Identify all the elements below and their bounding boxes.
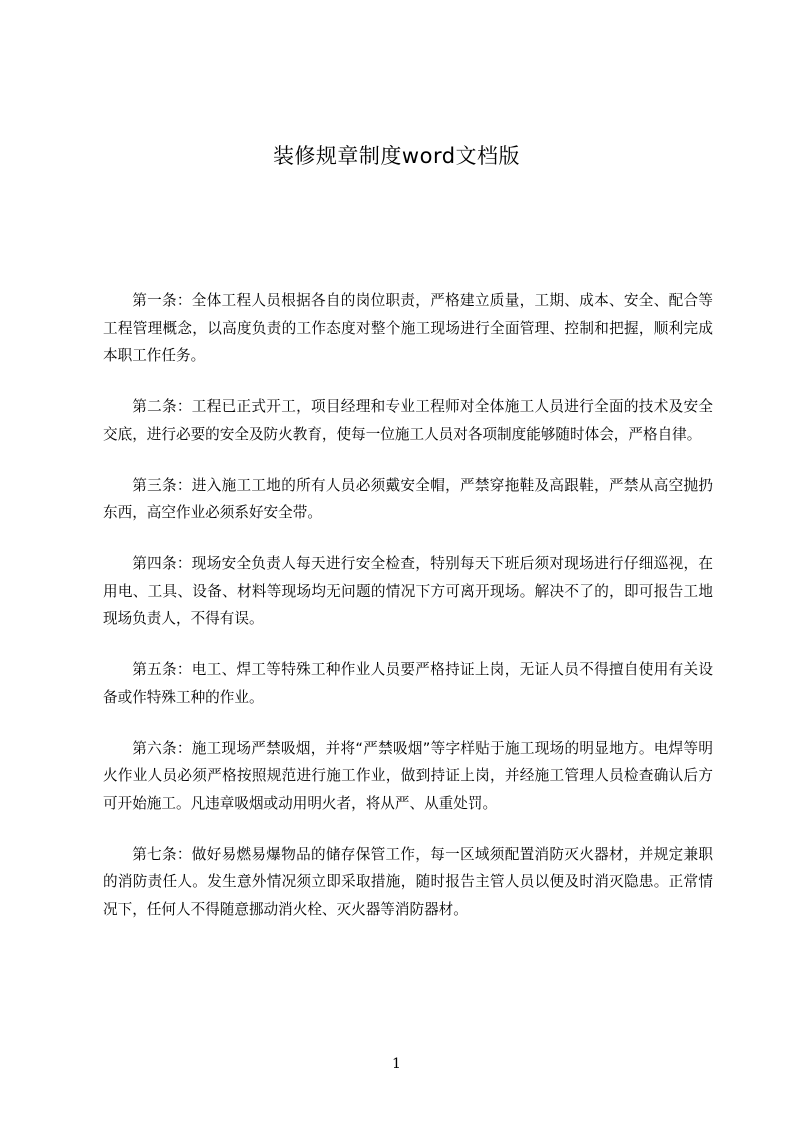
- page-number: 1: [392, 1056, 401, 1072]
- paragraph-article-6: 第六条：施工现场严禁吸烟，并将“严禁吸烟”等字样贴于施工现场的明显地方。电焊等明火作业人员必须严格按照规范进行施工作业，做到持证上岗，并经施工管理人员检查确认后方可开始施工。凡违章吸烟或动用明火者，将从严、从重处罚。: [103, 739, 713, 812]
- document-title: 装修规章制度word文档版: [272, 144, 521, 168]
- paragraph-article-7: 第七条：做好易燃易爆物品的储存保管工作，每一区域须配置消防灭火器材，并规定兼职的消防责任人。发生意外情况须立即采取措施，随时报告主管人员以便及时消灭隐患。正常情况下，任何人不得随意挪动消火栓、灭火器等消防器材。: [103, 845, 713, 918]
- paragraph-article-4: 第四条：现场安全负责人每天进行安全检查，特别每天下班后须对现场进行仔细巡视，在用电、工具、设备、材料等现场均无问题的情况下方可离开现场。解决不了的，即可报告工地现场负责人，不得有误。: [103, 555, 713, 627]
- paragraph-article-1: 第一条：全体工程人员根据各自的岗位职责，严格建立质量，工期、成本、安全、配合等工程管理概念，以高度负责的工作态度对整个施工现场进行全面管理、控制和把握，顺利完成本职工作任务。: [103, 292, 713, 364]
- paragraph-article-3: 第三条：进入施工工地的所有人员必须戴安全帽，严禁穿拖鞋及高跟鞋，严禁从高空抛扔东西，高空作业必须系好安全带。: [103, 476, 713, 521]
- document-body: [103, 287, 713, 947]
- paragraph-article-2: 第二条：工程已正式开工，项目经理和专业工程师对全体施工人员进行全面的技术及安全交底，进行必要的安全及防火教育，使每一位施工人员对各项制度能够随时体会，严格自律。: [103, 398, 713, 443]
- paragraph-article-5: 第五条：电工、焊工等特殊工种作业人员要严格持证上岗，无证人员不得擅自使用有关设备或作特殊工种的作业。: [103, 661, 713, 706]
